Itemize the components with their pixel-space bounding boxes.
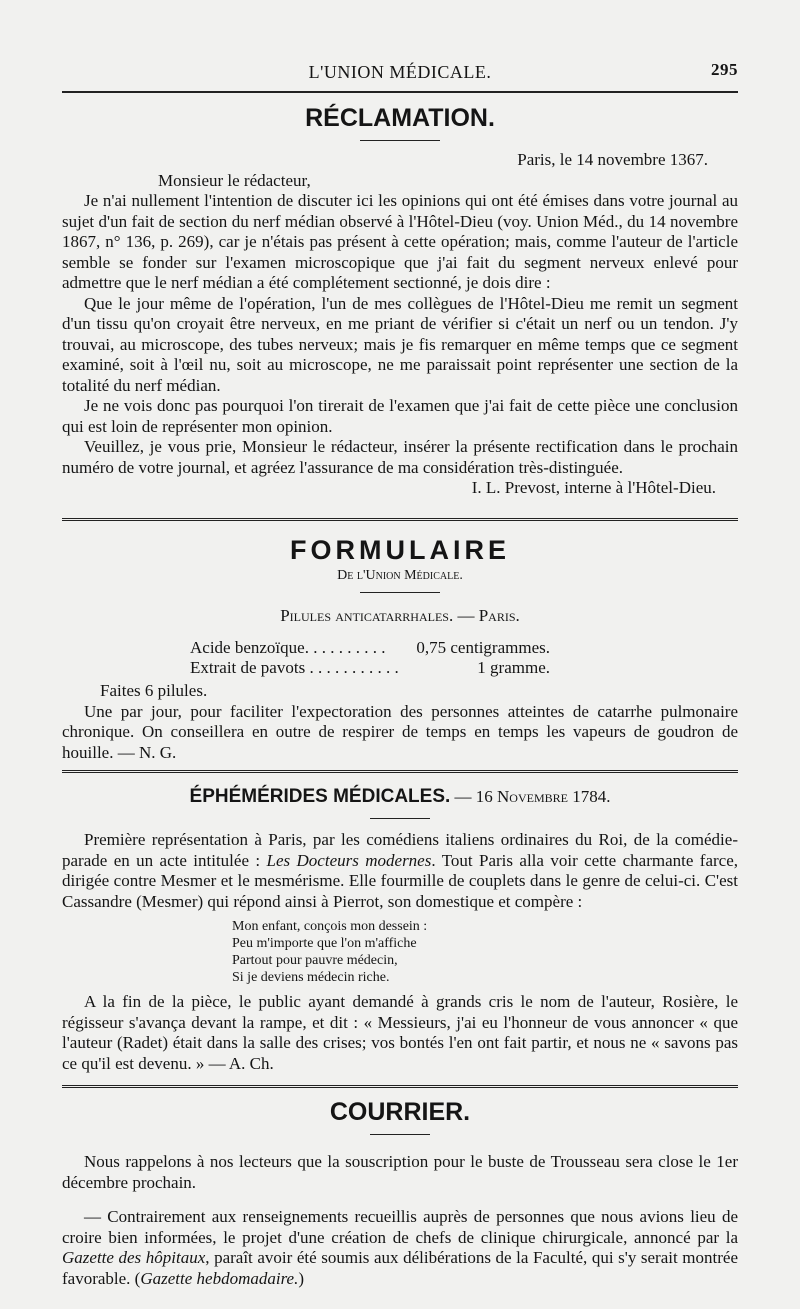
journal-title: L'UNION MÉDICALE. bbox=[308, 61, 492, 82]
verse-line: Mon enfant, conçois mon dessein : bbox=[232, 919, 428, 934]
instructions: Faites 6 pilules. bbox=[100, 681, 208, 700]
ingredient-row bbox=[190, 638, 550, 658]
paragraph: Veuillez, je vous prie, Monsieur le rédacteur, insérer la présente rectification dans le prochain numéro de votre journal, et agréez l'assurance de ma considération très-distinguée. bbox=[62, 437, 738, 477]
section-divider bbox=[62, 770, 738, 773]
text-run: . Tout Paris alla voir cette charmante farce, dirigée contre Mesmer et le mesmérisme. Elle fourmille de couplets dans le genre de celui-ci. C'est Cassandre (Mesmer) qui répond ainsi à Pierrot, son domestique et compère : bbox=[62, 850, 738, 911]
paragraph: Je n'ai nullement l'intention de discuter ici les opinions qui ont été émises dans votre journal au sujet d'un fait de section du nerf médian observé à l'Hôtel-Dieu (voy. Union Méd., du 14 novembre 1867, n° 136, p. 269), car je n'étais pas présent à cette opération; mais, comme l'auteur de l'article semble se fonder sur l'examen microscopique que j'ai fait du segment nerveux enlevé pour admettre que le nerf médian a été complétement sectionné, je dois dire : bbox=[62, 191, 738, 292]
text-run: , paraît avoir été soumis aux délibérations de la Faculté, qui s'y serait montrée favorable. ( bbox=[62, 1248, 738, 1288]
ingredient-amount: 0,75 centigrammes. bbox=[416, 638, 550, 657]
salutation: Monsieur le rédacteur, bbox=[158, 170, 311, 190]
ephemerides-title: ÉPHÉMÉRIDES MÉDICALES. bbox=[189, 786, 451, 807]
ephemerides-body bbox=[62, 830, 738, 912]
play-title: Les Docteurs modernes bbox=[266, 850, 432, 870]
ephemerides-heading bbox=[62, 786, 738, 808]
title-underline bbox=[360, 140, 440, 141]
recipe-title: Pilules anticatarrhales. — Paris. bbox=[280, 606, 520, 625]
formulaire-subtitle: De l'Union Médicale. bbox=[337, 568, 463, 583]
courrier-body bbox=[62, 1152, 738, 1289]
paragraph: Une par jour, pour faciliter l'expectoration des personnes atteintes de catarrhe pulmonaire chronique. On conseillera en outre de respirer de temps en temps les vapeurs de goudron de houille. — N. G. bbox=[62, 701, 738, 762]
paragraph: A la fin de la pièce, le public ayant demandé à grands cris le nom de l'auteur, Rosière, le régisseur s'avança devant la rampe, et dit : « Messieurs, j'ai eu l'honneur de vous annoncer « que l'auteur (Radet) était dans la salle des crises; vos bontés l'en ont fait partir, et nous ne « savons pas ce qu'il est devenu. » — A. Ch. bbox=[62, 992, 738, 1073]
formulaire-body bbox=[62, 681, 738, 763]
journal-name: Gazette hebdomadaire. bbox=[140, 1268, 299, 1288]
subtitle-underline bbox=[360, 592, 440, 593]
verse-line: Si je deviens médecin riche. bbox=[232, 970, 390, 985]
title-underline bbox=[370, 818, 430, 819]
text-run: Première représentation à Paris, par les comédiens italiens ordinaires du Roi, de la comédie-parade en un acte intitulée : bbox=[62, 830, 738, 870]
ingredient-name: Extrait de pavots . . . . . . . . . . . bbox=[190, 658, 399, 677]
paragraph bbox=[62, 1207, 738, 1289]
ingredient-name: Acide benzoïque. . . . . . . . . . bbox=[190, 638, 386, 657]
section-divider bbox=[62, 518, 738, 521]
signature: I. L. Prevost, interne à l'Hôtel-Dieu. bbox=[471, 478, 716, 497]
ephemerides-conclusion bbox=[62, 992, 738, 1074]
paragraph: Que le jour même de l'opération, l'un de mes collègues de l'Hôtel-Dieu me remit un segment d'un tissu qu'on croyait être nerveux, en me priant de vérifier si c'était un nerf ou un tendon. J'y trouvai, au microscope, des tubes nerveux; mais je fis remarquer en même temps que ce segment examiné, soit à l'œil nu, soit au microscope, ne me paraissait point représenter une section de la totalité du nerf médian. bbox=[62, 293, 738, 395]
journal-name: Gazette des hôpitaux bbox=[62, 1248, 206, 1267]
header-rule bbox=[62, 91, 738, 93]
ingredient-amount: 1 gramme. bbox=[477, 658, 550, 677]
courrier-title: COURRIER. bbox=[329, 1098, 471, 1126]
verse-line: Partout pour pauvre médecin, bbox=[232, 953, 398, 968]
section-divider bbox=[62, 1085, 738, 1088]
formulaire-title: FORMULAIRE bbox=[290, 535, 510, 565]
dateline: Paris, le 14 novembre 1367. bbox=[517, 150, 708, 169]
paragraph: Je ne vois donc pas pourquoi l'on tirerait de l'examen que j'ai fait de cette pièce une conclusion qui est loin de représenter mon opinion. bbox=[62, 396, 738, 436]
verse bbox=[232, 918, 532, 986]
ingredient-row bbox=[190, 658, 550, 678]
title-underline bbox=[370, 1134, 430, 1135]
paragraph bbox=[62, 830, 738, 912]
paragraph: Nous rappelons à nos lecteurs que la souscription pour le buste de Trousseau sera close le 1er décembre prochain. bbox=[62, 1152, 738, 1192]
reclamation-letter bbox=[62, 150, 738, 499]
running-header bbox=[62, 58, 738, 86]
reclamation-title: RÉCLAMATION. bbox=[305, 104, 495, 132]
ephemerides-date: — 16 Novembre 1784. bbox=[454, 787, 611, 806]
ingredient-list bbox=[190, 638, 550, 678]
page-number: 295 bbox=[711, 60, 738, 79]
text-run: ) bbox=[298, 1268, 305, 1288]
text-run: — Contrairement aux renseignements recueillis auprès de personnes que nous avions lieu de croire bien informées, le projet d'une création de chefs de clinique chirurgicale, annoncé par la bbox=[62, 1207, 738, 1247]
verse-line: Peu m'importe que l'on m'affiche bbox=[232, 936, 417, 951]
